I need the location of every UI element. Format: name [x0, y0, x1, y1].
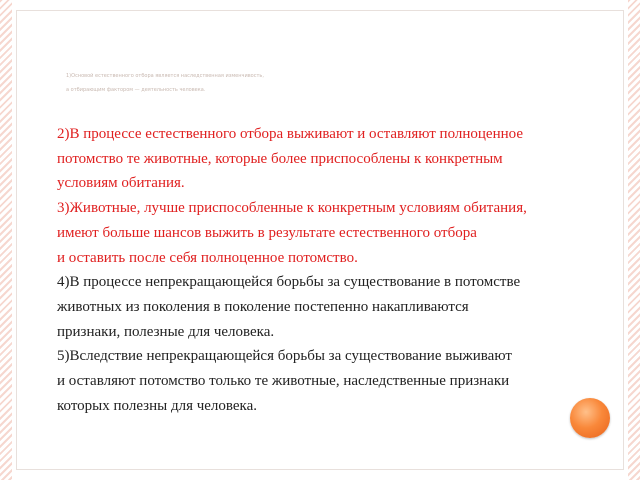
option-4-line-2: животных из поколения в поколение постепенно накапливаются	[57, 298, 469, 315]
right-decorative-stripes	[628, 0, 640, 480]
option-2-line-2: потомство те животные, которые более приспособлены к конкретным	[57, 150, 503, 167]
option-2-line-3: условиям обитания.	[57, 175, 185, 192]
option-2-line-1: 2)В процессе естественного отбора выживают и оставляют полноценное	[57, 126, 523, 142]
small-line-1: 1)Основой естественного отбора является наследственная изменчивость,	[66, 73, 264, 79]
option-5-line-3: которых полезны для человека.	[57, 397, 258, 414]
answer-options	[57, 122, 577, 418]
small-faded-text	[66, 69, 466, 97]
small-line-2: а отбирающим фактором — деятельность человека.	[66, 87, 206, 93]
orange-circle-decoration	[570, 398, 610, 438]
option-3-line-3: и оставить после себя полноценное потомство.	[57, 249, 358, 266]
option-2	[57, 122, 577, 196]
option-3	[57, 196, 577, 270]
option-4-line-1: 4)В процессе непрекращающейся борьбы за существование в потомстве	[57, 274, 521, 291]
option-5-line-2: и оставляют потомство только те животные, наследственные признаки	[57, 373, 510, 390]
option-4	[57, 270, 577, 344]
left-decorative-stripes	[0, 0, 12, 480]
option-3-line-2: имеют больше шансов выжить в результате естественного отбора	[57, 224, 477, 241]
option-5-line-1: 5)Вследствие непрекращающейся борьбы за существование выживают	[57, 348, 512, 365]
option-5	[57, 344, 577, 418]
option-4-line-3: признаки, полезные для человека.	[57, 323, 275, 340]
option-3-line-1: 3)Животные, лучше приспособленные к конкретным условиям обитания,	[57, 200, 527, 217]
